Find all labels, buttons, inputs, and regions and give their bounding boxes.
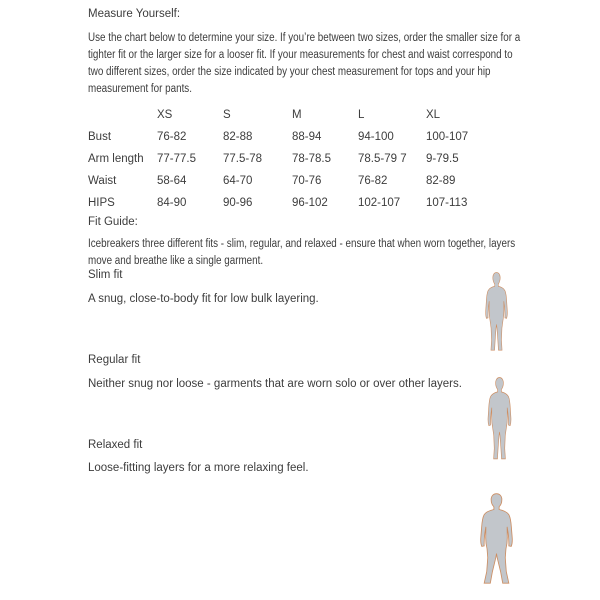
size-column-header-l: L [358, 109, 365, 121]
row-label-arm-length: Arm length [88, 153, 144, 165]
table-cell: 102-107 [358, 197, 401, 209]
table-cell: 90-96 [223, 197, 253, 209]
table-cell: 107-113 [426, 197, 468, 209]
table-cell: 94-100 [358, 131, 394, 143]
row-label-bust: Bust [88, 131, 112, 143]
table-cell: 78.5-79 7 [358, 153, 407, 165]
measure-yourself-intro: Use the chart below to determine your size. If you’re between two sizes, order the smaller size for a tighter fit or the larger size for a looser fit. If your measurements for chest and waist correspond to two different sizes, order the size indicated by your chest measurement for tops and your hip measurement for pants. [88, 32, 521, 95]
table-cell: 9-79.5 [426, 153, 459, 165]
fit-guide-intro: Icebreakers three different fits - slim, regular, and relaxed - ensure that when worn together, layers move and breathe like a single garment. [88, 238, 516, 267]
slim-fit-heading: Slim fit [88, 269, 123, 281]
row-label-hips: HIPS [88, 197, 115, 209]
slim-fit-description: A snug, close-to-body fit for low bulk layering. [88, 293, 319, 305]
table-cell: 78-78.5 [292, 153, 332, 165]
size-table [88, 104, 496, 214]
table-cell: 76-82 [358, 175, 388, 187]
relaxed-fit-heading: Relaxed fit [88, 439, 143, 451]
table-cell: 77-77.5 [157, 153, 197, 165]
table-cell: 84-90 [157, 197, 187, 209]
regular-fit-body-silhouette-icon [481, 376, 518, 466]
table-cell: 82-89 [426, 175, 456, 187]
table-cell: 82-88 [223, 131, 253, 143]
size-column-header-xl: XL [426, 109, 441, 121]
table-cell: 77.5-78 [223, 153, 263, 165]
size-column-header-m: M [292, 109, 302, 121]
table-cell: 96-102 [292, 197, 328, 209]
size-column-header-s: S [223, 109, 231, 121]
table-cell: 100-107 [426, 131, 469, 143]
table-cell: 70-76 [292, 175, 322, 187]
relaxed-fit-body-silhouette-icon [471, 492, 522, 591]
fit-guide-heading: Fit Guide: [88, 216, 138, 228]
relaxed-fit-description: Loose-fitting layers for a more relaxing feel. [88, 462, 309, 474]
regular-fit-description: Neither snug nor loose - garments that are worn solo or over other layers. [88, 378, 462, 390]
row-label-waist: Waist [88, 175, 117, 187]
table-cell: 76-82 [157, 131, 187, 143]
table-cell: 58-64 [157, 175, 187, 187]
regular-fit-heading: Regular fit [88, 354, 141, 366]
slim-fit-body-silhouette-icon [479, 271, 514, 357]
size-table-corner-cell [88, 104, 157, 126]
measure-yourself-heading: Measure Yourself: [88, 8, 181, 20]
table-cell: 64-70 [223, 175, 253, 187]
table-cell: 88-94 [292, 131, 322, 143]
size-column-header-xs: XS [157, 109, 173, 121]
